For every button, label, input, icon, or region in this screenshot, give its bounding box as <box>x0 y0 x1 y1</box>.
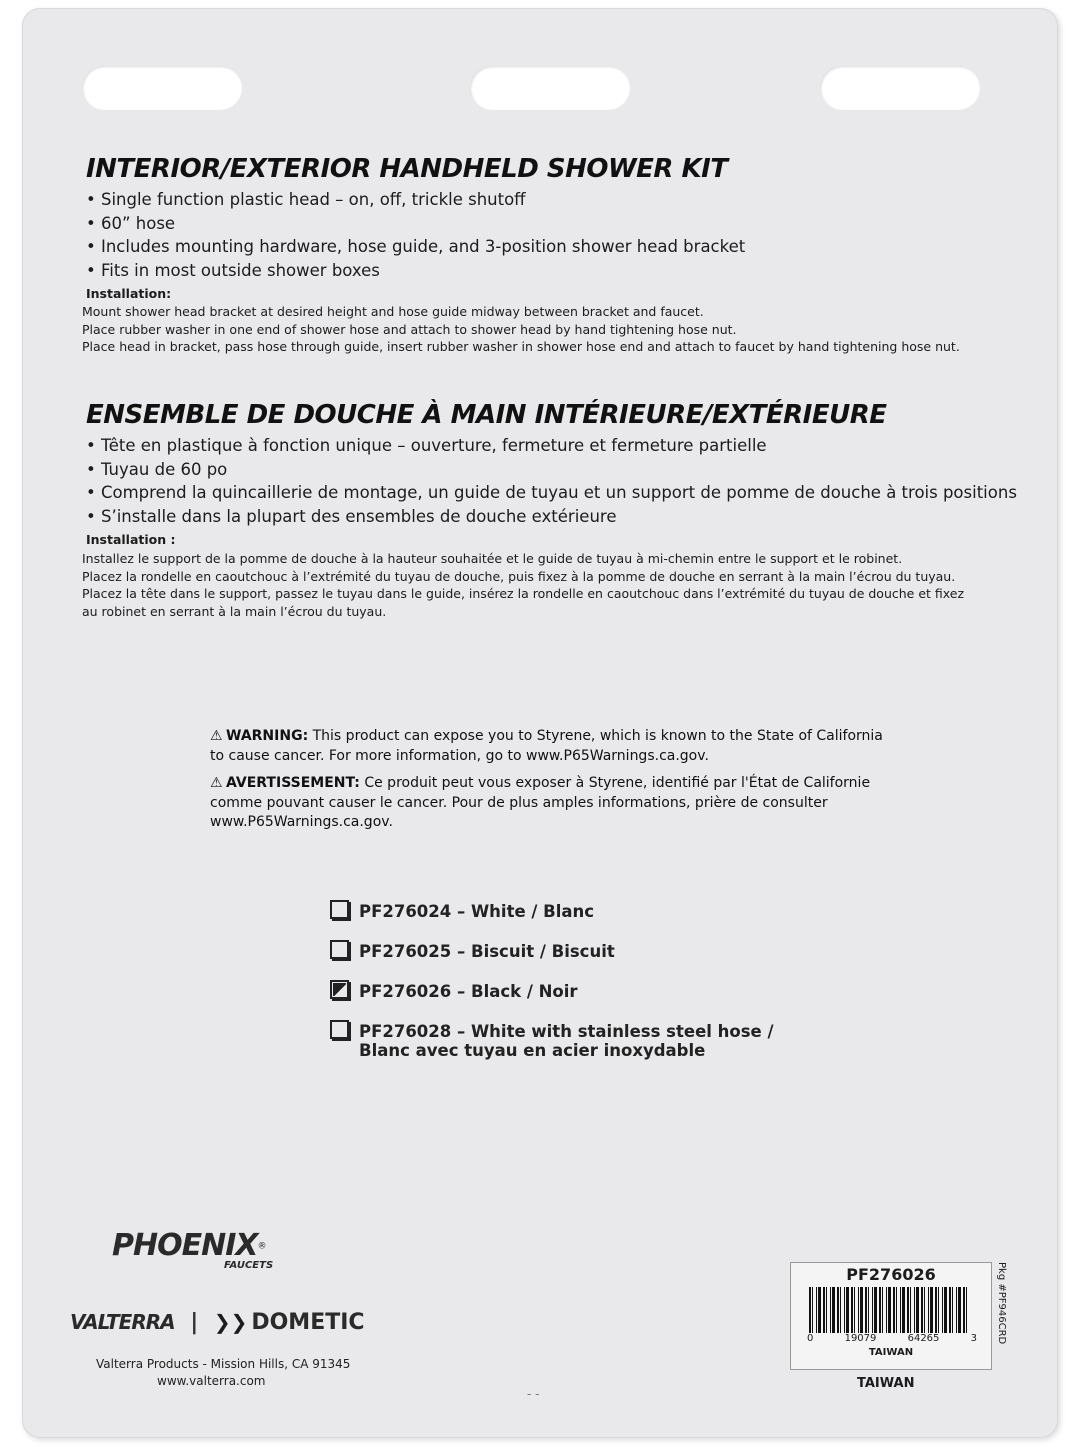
instruction-line: Placez la rondelle en caoutchouc à l’extrémité du tuyau de douche, puis fixez à la pomme de douche en serrant à la main l’écrou du tuyau. <box>82 568 956 584</box>
checkbox-icon <box>330 1020 349 1039</box>
list-item: • Fits in most outside shower boxes <box>86 259 745 283</box>
hang-slot-right <box>820 66 980 110</box>
prop65-warning-english <box>210 727 883 766</box>
french-title: ENSEMBLE DE DOUCHE À MAIN INTÉRIEURE/EXTÉRIEURE <box>86 400 887 430</box>
model-option-pf276025: PF276025 – Biscuit / Biscuit <box>330 940 774 980</box>
prop65-warning-french <box>210 774 870 833</box>
instruction-line: Installez le support de la pomme de douche à la hauteur souhaitée et le guide de tuyau à mi-chemin entre le support et le robinet. <box>82 551 903 566</box>
label-model-number: PF276026 <box>846 1265 936 1284</box>
model-option-pf276028: PF276028 – White with stainless steel hose / Blanc avec tuyau en acier inoxydable <box>330 1020 774 1070</box>
warning-triangle-icon: ⚠ <box>210 775 223 791</box>
warning-label: WARNING: <box>226 728 309 744</box>
dometic-chevron-icon: ❯❯ <box>213 1310 248 1334</box>
company-website: www.valterra.com <box>157 1374 266 1388</box>
checkbox-icon <box>330 940 349 959</box>
package-code: Pkg #PF946CRD <box>996 1262 1007 1345</box>
warning-label: AVERTISSEMENT: <box>226 775 360 791</box>
list-item: • Tuyau de 60 po <box>86 458 1017 482</box>
instruction-line: au robinet en serrant à la main l’écrou du tuyau. <box>82 603 387 619</box>
english-installation-heading: Installation: <box>86 286 172 301</box>
company-address: Valterra Products - Mission Hills, CA 91345 <box>96 1357 351 1371</box>
english-installation-text <box>82 303 960 356</box>
list-item: • Includes mounting hardware, hose guide, and 3-position shower head bracket <box>86 235 745 259</box>
valterra-logo: VALTERRA <box>70 1310 175 1334</box>
phoenix-faucets-logo: PHOENIX® FAUCETS <box>112 1228 274 1271</box>
divider-mark: - - <box>527 1387 540 1401</box>
warning-text: to cause cancer. For more information, go to www.P65Warnings.ca.gov. <box>210 747 709 764</box>
brand-logo-row <box>70 1310 365 1335</box>
warning-text: This product can expose you to Styrene, which is known to the State of California <box>308 728 883 744</box>
instruction-line: Placez la tête dans le support, passez le tuyau dans le guide, insérez la rondelle en caoutchouc dans l’extrémité du tuyau de douche et fixez <box>82 586 965 601</box>
model-option-pf276024: PF276024 – White / Blanc <box>330 900 774 940</box>
model-option-pf276026: PF276026 – Black / Noir <box>330 980 774 1020</box>
warning-triangle-icon: ⚠ <box>210 728 223 744</box>
barcode <box>809 1287 969 1333</box>
country-of-origin: TAIWAN <box>857 1376 915 1391</box>
list-item: • S’installe dans la plupart des ensembles de douche extérieure <box>86 505 1017 529</box>
list-item: • 60” hose <box>86 212 745 236</box>
english-feature-list <box>86 188 745 282</box>
list-item: • Single function plastic head – on, off, trickle shutoff <box>86 188 745 212</box>
warning-text: comme pouvant causer le cancer. Pour de plus amples informations, prière de consulter <box>210 794 828 811</box>
instruction-line: Place head in bracket, pass hose through guide, insert rubber washer in shower hose end and attach to faucet by hand tightening hose nut. <box>82 339 960 354</box>
warning-text: Ce produit peut vous exposer à Styrene, identifié par l'État de Californie <box>359 775 871 791</box>
french-feature-list <box>86 434 1017 528</box>
english-title: INTERIOR/EXTERIOR HANDHELD SHOWER KIT <box>86 154 728 184</box>
barcode-digits: 0 19079 64265 3 <box>807 1333 977 1344</box>
instruction-line: Place rubber washer in one end of shower hose and attach to shower head by hand tightening hose nut. <box>82 321 737 337</box>
list-item: • Tête en plastique à fonction unique – ouverture, fermeture et fermeture partielle <box>86 434 1017 458</box>
model-options-list <box>330 900 774 1070</box>
dometic-logo: DOMETIC <box>251 1310 365 1335</box>
checkbox-icon <box>330 900 349 919</box>
warning-text: www.P65Warnings.ca.gov. <box>210 814 393 830</box>
instruction-line: Mount shower head bracket at desired height and hose guide midway between bracket and faucet. <box>82 304 704 319</box>
label-country: TAIWAN <box>868 1347 914 1358</box>
french-installation-heading: Installation : <box>86 532 176 547</box>
french-installation-text <box>82 550 964 620</box>
brand-separator: | <box>190 1310 199 1335</box>
hang-slot-center <box>470 66 630 110</box>
checkbox-checked-icon <box>330 980 349 999</box>
upc-label <box>790 1262 992 1370</box>
list-item: • Comprend la quincaillerie de montage, un guide de tuyau et un support de pomme de douche à trois positions <box>86 481 1017 505</box>
hang-slot-left <box>82 66 242 110</box>
